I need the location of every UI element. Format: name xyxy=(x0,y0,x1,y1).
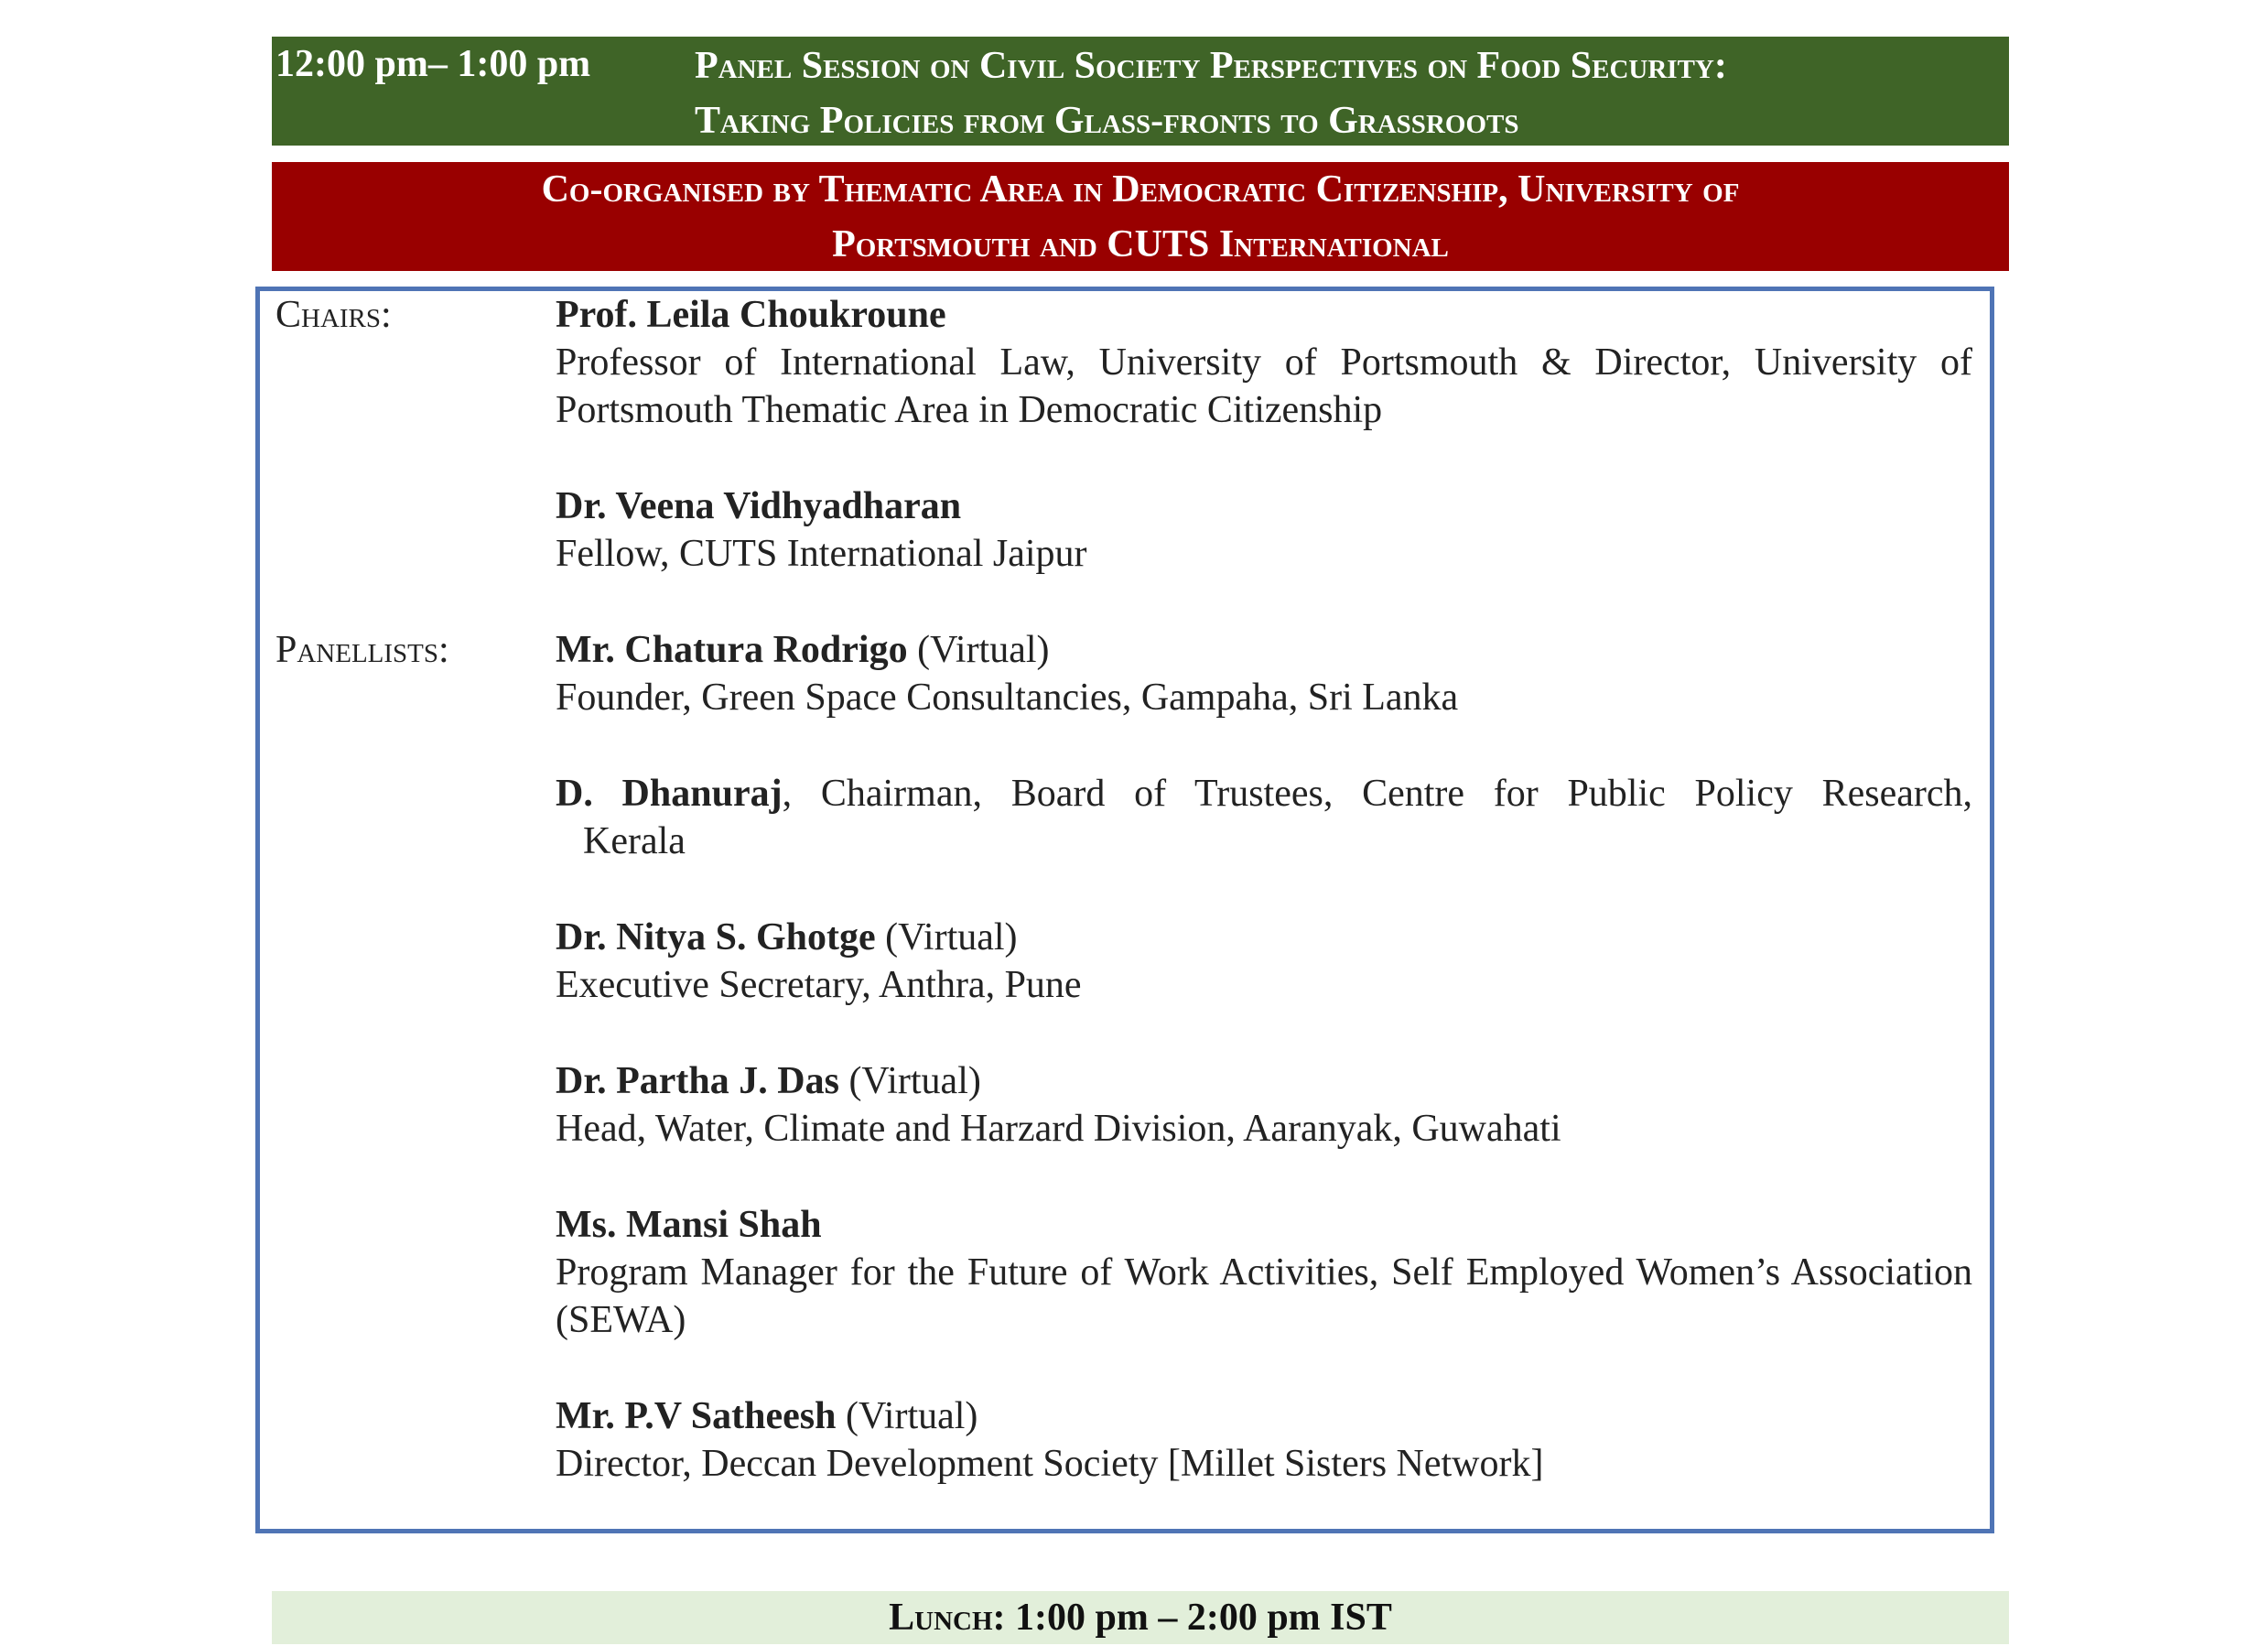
panellist-4-mode: (Virtual) xyxy=(848,1060,981,1102)
panellists-label: Panellists: xyxy=(275,629,449,671)
coorganiser-line1: Co-organised by Thematic Area in Democratic Citizenship, University of xyxy=(541,168,1740,211)
lunch-bar xyxy=(272,1591,2009,1644)
chairs-label: Chairs: xyxy=(275,294,392,336)
chair-1-name: Prof. Leila Choukroune xyxy=(556,294,946,336)
session-time: 12:00 pm– 1:00 pm xyxy=(275,43,591,85)
panellist-3 xyxy=(556,914,1972,1009)
panellist-3-mode: (Virtual) xyxy=(885,916,1018,958)
panellist-4-name: Dr. Partha J. Das xyxy=(556,1060,839,1102)
chair-2 xyxy=(556,482,1972,578)
people-box xyxy=(255,287,1994,1533)
session-title xyxy=(695,38,2003,148)
chair-1-affiliation: Professor of International Law, University of Portsmouth & Director, University of Portsmouth Thematic Area in Democratic Citizenship xyxy=(556,341,1972,431)
panellist-4-affiliation: Head, Water, Climate and Harzard Division, Aaranyak, Guwahati xyxy=(556,1108,1561,1150)
lunch-label: Lunch: xyxy=(889,1597,1006,1639)
panellist-1-name: Mr. Chatura Rodrigo xyxy=(556,629,908,671)
panellist-5-affiliation: Program Manager for the Future of Work Activities, Self Employed Women’s Association (SEWA) xyxy=(556,1251,1972,1341)
panellist-2-first-line xyxy=(556,770,1972,818)
panellist-4 xyxy=(556,1057,1972,1153)
session-title-line1: Panel Session on Civil Society Perspectives on Food Security: xyxy=(695,45,1727,87)
panellist-5-name: Ms. Mansi Shah xyxy=(556,1204,822,1246)
panellist-2 xyxy=(556,770,1972,865)
session-header xyxy=(272,37,2009,146)
panellist-6 xyxy=(556,1392,1972,1488)
panellist-2-name: D. Dhanuraj xyxy=(556,773,783,815)
panellist-6-mode: (Virtual) xyxy=(846,1395,978,1437)
panellist-6-affiliation: Director, Deccan Development Society [Millet Sisters Network] xyxy=(556,1443,1544,1485)
panellist-1 xyxy=(556,626,1972,721)
chair-2-name: Dr. Veena Vidhyadharan xyxy=(556,485,962,527)
coorganiser-line2: Portsmouth and CUTS International xyxy=(832,223,1449,265)
panellist-3-affiliation: Executive Secretary, Anthra, Pune xyxy=(556,964,1082,1006)
session-title-line2: Taking Policies from Glass-fronts to Grassroots xyxy=(695,100,1519,142)
chair-2-affiliation: Fellow, CUTS International Jaipur xyxy=(556,533,1087,575)
panellist-2-affiliation-cont: Kerala xyxy=(583,820,686,862)
panellist-5 xyxy=(556,1201,1972,1344)
panellist-1-affiliation: Founder, Green Space Consultancies, Gampaha, Sri Lanka xyxy=(556,677,1459,719)
lunch-time: 1:00 pm – 2:00 pm IST xyxy=(1015,1597,1392,1639)
panellist-6-name: Mr. P.V Satheesh xyxy=(556,1395,837,1437)
coorganiser-banner xyxy=(272,162,2009,271)
panellist-1-mode: (Virtual) xyxy=(917,629,1050,671)
chair-1 xyxy=(556,291,1972,434)
panellist-2-affiliation: , Chairman, Board of Trustees, Centre for Public Policy Research, xyxy=(782,773,1972,815)
panellist-3-name: Dr. Nitya S. Ghotge xyxy=(556,916,876,958)
